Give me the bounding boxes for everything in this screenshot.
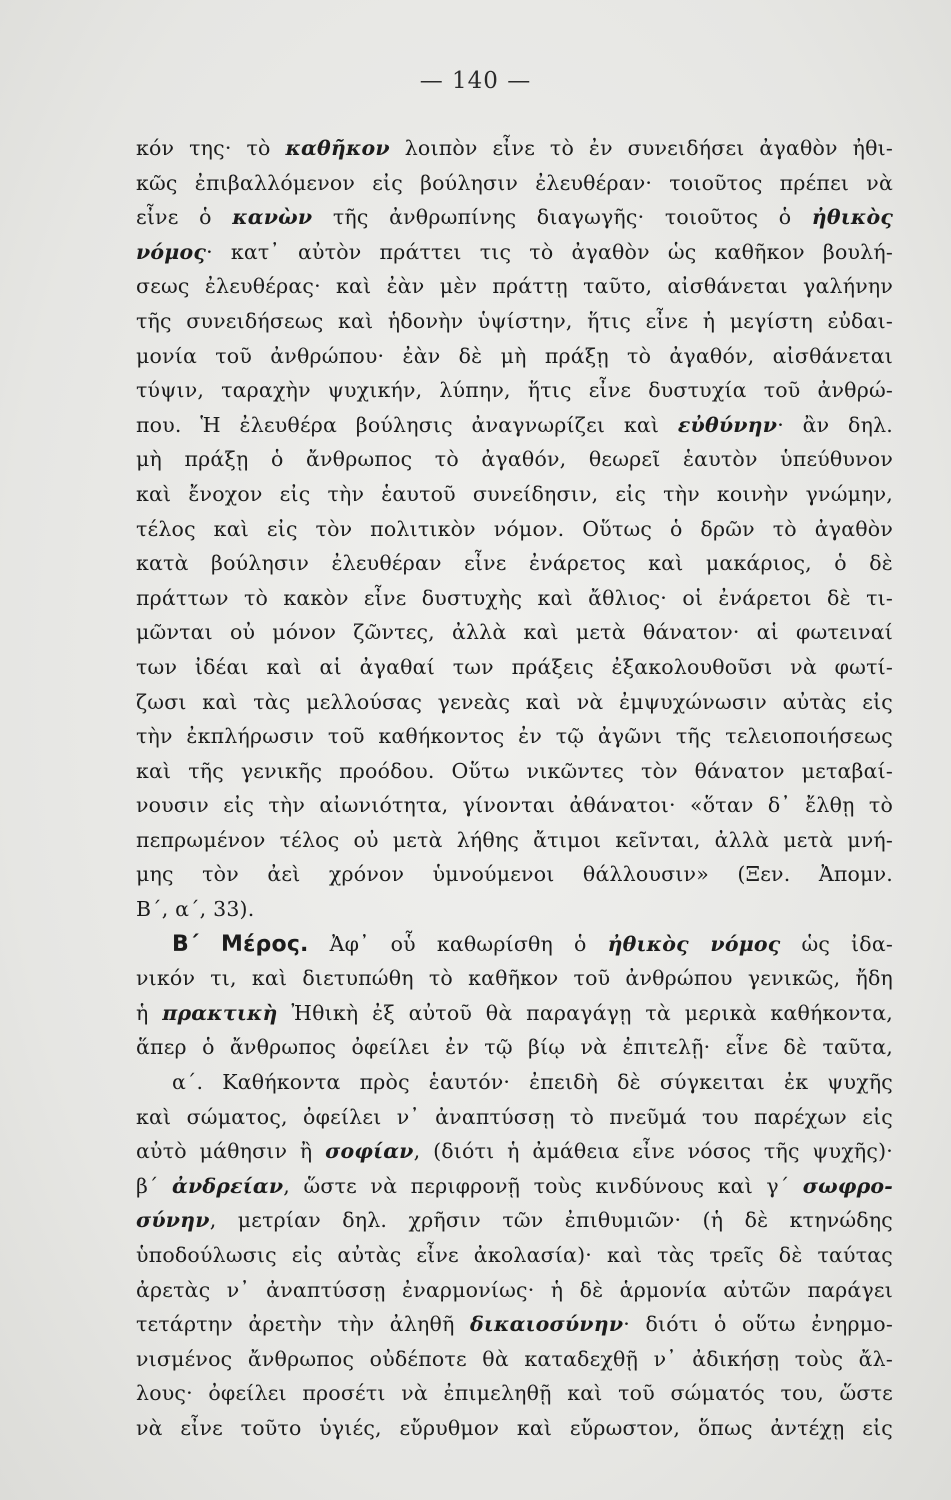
text-line bbox=[136, 166, 893, 201]
emphasized-term: πρακτικὴ bbox=[162, 1000, 278, 1025]
text-segment: νὰ εἶνε τοῦτο ὑγιές, εὔρυθμον καὶ εὔρωστον, ὅπως ἀντέχῃ εἰς bbox=[136, 1415, 893, 1440]
text-line bbox=[136, 1030, 893, 1065]
text-line bbox=[136, 685, 893, 720]
emphasized-term: καθῆκον bbox=[285, 136, 390, 160]
text-line bbox=[136, 1238, 893, 1273]
text-line bbox=[136, 131, 893, 166]
text-segment: κῶς ἐπιβαλλόμενον εἰς βούλησιν ἐλευθέραν· τοιοῦτος πρέπει νὰ bbox=[136, 170, 893, 195]
text-line bbox=[136, 1411, 893, 1446]
section-heading: Β΄ Μέρος. bbox=[172, 931, 309, 957]
emphasized-term: νόμος bbox=[136, 239, 207, 264]
text-segment: κατὰ βούλησιν ἐλευθέραν εἶνε ἐνάρετος καὶ μακάριος, ὁ δὲ bbox=[136, 551, 893, 576]
text-segment: τέλος καὶ εἰς τὸν πολιτικὸν νόμον. Οὕτως ὁ δρῶν τὸ ἀγαθὸν bbox=[136, 516, 893, 541]
text-segment: τῆς ἀνθρωπίνης διαγωγῆς· τοιοῦτος ὁ bbox=[312, 205, 812, 230]
text-segment: καὶ ἔνοχον εἰς τὴν ἑαυτοῦ συνείδησιν, εἰς τὴν κοινὴν γνώμην, bbox=[136, 481, 893, 506]
text-segment: των ἰδέαι καὶ αἱ ἀγαθαί των πράξεις ἐξακολουθοῦσι νὰ φωτί- bbox=[136, 654, 893, 679]
page-number: — 140 — bbox=[419, 68, 532, 94]
text-segment: ὡς ἰδα- bbox=[780, 931, 893, 956]
text-line bbox=[136, 650, 893, 685]
text-segment: · διότι ὁ οὕτω ἐνηρμο- bbox=[623, 1312, 893, 1337]
text-segment: κόν της· τὸ bbox=[136, 136, 286, 160]
text-segment: τετάρτην ἀρετὴν τὴν ἀληθῆ bbox=[136, 1312, 471, 1337]
emphasized-term: εὐθύνην bbox=[677, 412, 778, 437]
text-segment: λους· ὀφείλει προσέτι νὰ ἐπιμεληθῇ καὶ τοῦ σώματός του, ὥστε bbox=[136, 1381, 893, 1406]
text-line bbox=[136, 442, 893, 477]
text-line bbox=[136, 857, 893, 892]
text-segment: τὴν ἐκπλήρωσιν τοῦ καθήκοντος ἐν τῷ ἀγῶνι τῆς τελειοποιήσεως bbox=[136, 724, 893, 749]
text-line bbox=[136, 927, 893, 962]
text-line bbox=[136, 823, 893, 858]
text-segment: , (διότι ἡ ἀμάθεια εἶνε νόσος τῆς ψυχῆς)· bbox=[413, 1139, 893, 1164]
text-line bbox=[136, 754, 893, 789]
text-segment: ἀρετὰς ν᾿ ἀναπτύσσῃ ἐναρμονίως· ἡ δὲ ἁρμονία αὐτῶν παράγει bbox=[136, 1277, 893, 1302]
text-line bbox=[136, 304, 893, 339]
text-segment: νισμένος ἄνθρωπος οὐδέποτε θὰ καταδεχθῇ ν᾿ ἀδικήσῃ τοὺς ἄλ- bbox=[136, 1346, 893, 1371]
emphasized-term: ἀνδρείαν bbox=[171, 1173, 284, 1198]
text-line bbox=[136, 512, 893, 547]
text-line bbox=[136, 788, 893, 823]
text-line bbox=[136, 269, 893, 304]
text-line bbox=[136, 1100, 893, 1135]
text-segment: καὶ τῆς γενικῆς προόδου. Οὕτω νικῶντες τὸν θάνατον μεταβαί- bbox=[136, 758, 893, 783]
emphasized-term: ἠθικὸς bbox=[811, 205, 893, 230]
text-segment: · κατ᾿ αὐτὸν πράττει τις τὸ ἀγαθὸν ὡς καθῆκον βουλή- bbox=[206, 239, 893, 264]
emphasized-term: σύνην bbox=[136, 1208, 210, 1233]
text-line bbox=[136, 200, 893, 235]
emphasized-term: σωφρο- bbox=[802, 1173, 893, 1198]
text-segment: Β΄, α΄, 33). bbox=[136, 897, 255, 922]
text-segment: τῆς συνειδήσεως καὶ ἡδονὴν ὑψίστην, ἥτις εἶνε ἡ μεγίστη εὐδαι- bbox=[136, 308, 893, 333]
emphasized-term: σοφίαν bbox=[325, 1139, 414, 1164]
text-segment: ὑποδούλωσις εἰς αὐτὰς εἶνε ἀκολασία)· καὶ τὰς τρεῖς δὲ ταύτας bbox=[136, 1243, 893, 1267]
text-segment: Ἠθικὴ ἐξ αὐτοῦ θὰ παραγάγῃ τὰ μερικὰ καθήκοντα, bbox=[277, 1000, 893, 1025]
text-segment: τύψιν, ταραχὴν ψυχικήν, λύπην, ἥτις εἶνε δυστυχία τοῦ ἀνθρώ- bbox=[136, 378, 893, 403]
text-segment: ζωσι καὶ τὰς μελλούσας γενεὰς καὶ νὰ ἐμψυχώνωσιν αὐτὰς εἰς bbox=[136, 689, 893, 714]
text-line bbox=[136, 1273, 893, 1308]
text-segment: , μετρίαν δηλ. χρῆσιν τῶν ἐπιθυμιῶν· (ἡ δὲ κτηνώδης bbox=[209, 1208, 893, 1233]
text-line bbox=[136, 1065, 893, 1100]
text-segment: α΄. Καθήκοντα πρὸς ἑαυτόν· ἐπειδὴ δὲ σύγκειται ἐκ ψυχῆς bbox=[172, 1070, 893, 1095]
text-segment: καὶ σώματος, ὀφείλει ν᾿ ἀναπτύσσῃ τὸ πνεῦμά του παρέχων εἰς bbox=[136, 1104, 893, 1129]
text-segment: , ὥστε νὰ περιφρονῇ τοὺς κινδύνους καὶ γ΄ bbox=[283, 1173, 803, 1198]
text-segment: που. Ἡ ἐλευθέρα βούλησις ἀναγνωρίζει καὶ bbox=[136, 412, 678, 437]
text-segment: β΄ bbox=[136, 1173, 172, 1198]
text-segment: Ἀφ᾿ οὗ καθωρίσθη ὁ bbox=[308, 931, 608, 956]
text-segment: νουσιν εἰς τὴν αἰωνιότητα, γίνονται ἀθάνατοι· «ὅταν δ᾿ ἔλθῃ τὸ bbox=[136, 793, 893, 818]
text-line bbox=[136, 719, 893, 754]
text-line bbox=[136, 339, 893, 374]
text-segment: πράττων τὸ κακὸν εἶνε δυστυχὴς καὶ ἄθλιος· οἱ ἐνάρετοι δὲ τι- bbox=[136, 585, 893, 610]
text-segment: εἶνε ὁ bbox=[136, 205, 233, 230]
body-text bbox=[136, 131, 893, 1446]
text-segment: μονία τοῦ ἀνθρώπου· ἐὰν δὲ μὴ πράξῃ τὸ ἀγαθόν, αἰσθάνεται bbox=[136, 343, 893, 368]
text-segment: μῶνται οὐ μόνον ζῶντες, ἀλλὰ καὶ μετὰ θάνατον· αἱ φωτειναί bbox=[136, 620, 893, 645]
text-line bbox=[136, 373, 893, 408]
emphasized-term: κανὼν bbox=[232, 205, 313, 230]
text-line bbox=[136, 408, 893, 443]
text-line bbox=[136, 996, 893, 1031]
text-segment: ἡ bbox=[136, 1000, 163, 1025]
text-line bbox=[136, 1307, 893, 1342]
emphasized-term: δικαιοσύνην bbox=[470, 1312, 624, 1337]
text-line bbox=[136, 1134, 893, 1169]
text-segment: · ἂν δηλ. bbox=[777, 412, 893, 437]
text-line bbox=[136, 1169, 893, 1204]
text-line bbox=[136, 961, 893, 996]
text-segment: πεπρωμένον τέλος οὐ μετὰ λήθης ἄτιμοι κεῖνται, ἀλλὰ μετὰ μνή- bbox=[136, 827, 893, 852]
text-line bbox=[136, 892, 893, 927]
text-line bbox=[136, 1203, 893, 1238]
text-line bbox=[136, 615, 893, 650]
text-segment: αὐτὸ μάθησιν ἢ bbox=[136, 1139, 326, 1164]
text-line bbox=[136, 581, 893, 616]
text-line bbox=[136, 477, 893, 512]
text-segment: μὴ πράξῃ ὁ ἄνθρωπος τὸ ἀγαθόν, θεωρεῖ ἑαυτὸν ὑπεύθυνον bbox=[136, 447, 893, 472]
text-line bbox=[136, 1342, 893, 1377]
text-segment: ἅπερ ὁ ἄνθρωπος ὀφείλει ἐν τῷ βίῳ νὰ ἐπιτελῇ· εἶνε δὲ ταῦτα, bbox=[136, 1035, 893, 1060]
text-segment: νικόν τι, καὶ διετυπώθη τὸ καθῆκον τοῦ ἀνθρώπου γενικῶς, ἤδη bbox=[136, 966, 893, 991]
text-line bbox=[136, 1376, 893, 1411]
text-segment: λοιπὸν εἶνε τὸ ἐν συνειδήσει ἀγαθὸν ἠθι- bbox=[389, 136, 893, 160]
text-line bbox=[136, 235, 893, 270]
text-line bbox=[136, 546, 893, 581]
text-segment: μης τὸν ἀεὶ χρόνον ὑμνούμενοι θάλλουσιν» (Ξεν. Ἀπομν. bbox=[136, 862, 893, 887]
text-segment: σεως ἐλευθέρας· καὶ ἐὰν μὲν πράττῃ ταῦτο, αἰσθάνεται γαλήνην bbox=[136, 274, 893, 299]
emphasized-term: ἠθικὸς νόμος bbox=[607, 931, 781, 956]
